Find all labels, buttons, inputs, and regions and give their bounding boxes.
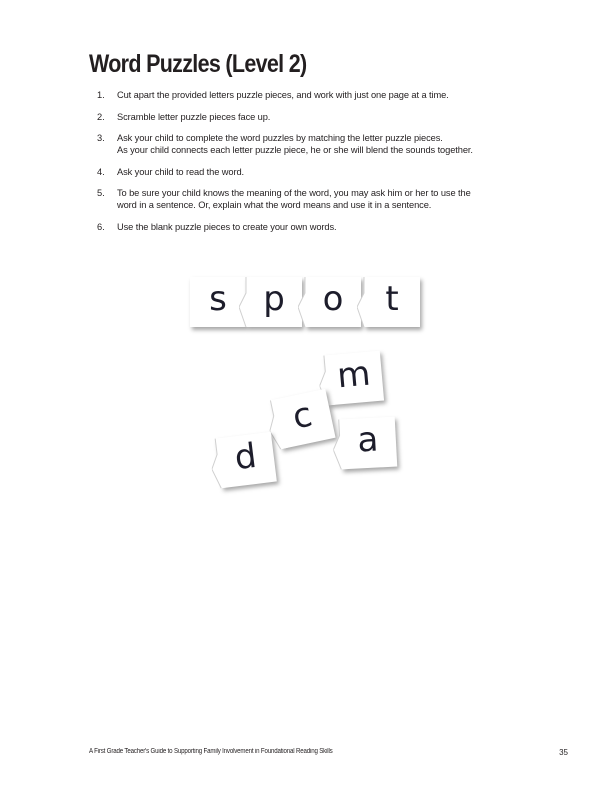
page-title: Word Puzzles (Level 2): [89, 50, 307, 78]
puzzle-letter: d: [232, 435, 259, 479]
step-number: 1.: [97, 90, 105, 100]
puzzle-letter: a: [356, 419, 380, 461]
instruction-item: [97, 166, 537, 178]
instruction-item: [97, 132, 537, 156]
puzzle-letter: t: [385, 279, 399, 319]
step-text: Scramble letter puzzle pieces face up.: [117, 111, 271, 122]
instruction-item: [97, 221, 537, 233]
instruction-item: [97, 89, 537, 101]
puzzle-piece: [215, 432, 277, 488]
instruction-item: [97, 187, 537, 211]
puzzle-tab-icon: [332, 419, 349, 470]
step-number: 6.: [97, 221, 105, 232]
step-text: Ask your child to read the word.: [117, 166, 245, 177]
step-number: 5.: [97, 188, 105, 198]
puzzle-piece: [364, 277, 420, 327]
puzzle-letter: s: [209, 279, 227, 319]
step-text: Use the blank puzzle pieces to create your own words.: [117, 221, 337, 232]
step-text: Cut apart the provided letters puzzle pieces, and work with just one page at a time.: [117, 90, 449, 100]
page-number: 35: [559, 748, 568, 757]
footer-text: A First Grade Teacher's Guide to Supporting Family Involvement in Foundational Reading Skills: [89, 748, 333, 755]
puzzle-tab-icon: [208, 438, 228, 489]
puzzle-piece: [270, 389, 335, 450]
puzzle-piece: [190, 277, 246, 327]
puzzle-tab-icon: [357, 277, 371, 327]
puzzle-letter: p: [263, 279, 285, 319]
puzzle-letter: o: [322, 279, 344, 319]
puzzle-letter: c: [289, 394, 316, 438]
instruction-item: [97, 111, 537, 123]
step-number: 4.: [97, 166, 105, 177]
puzzle-tab-icon: [298, 277, 312, 327]
step-text: Ask your child to complete the word puzzles by matching the letter puzzle pieces. As your child connects each letter puzzle piece, he or she will blend the sounds together.: [117, 133, 473, 155]
puzzle-piece: [246, 277, 302, 327]
instruction-list: [97, 89, 537, 242]
step-text: To be sure your child knows the meaning of the word, you may ask him or her to use the word in a sentence. Or, explain what the word means and use it in a sentence.: [117, 188, 471, 210]
puzzle-piece: [339, 417, 398, 470]
puzzle-tab-icon: [239, 277, 253, 327]
puzzle-piece: [305, 277, 361, 327]
step-number: 3.: [97, 133, 105, 143]
puzzle-letter: m: [335, 353, 372, 397]
puzzle-piece: [324, 351, 384, 406]
step-number: 2.: [97, 111, 105, 122]
